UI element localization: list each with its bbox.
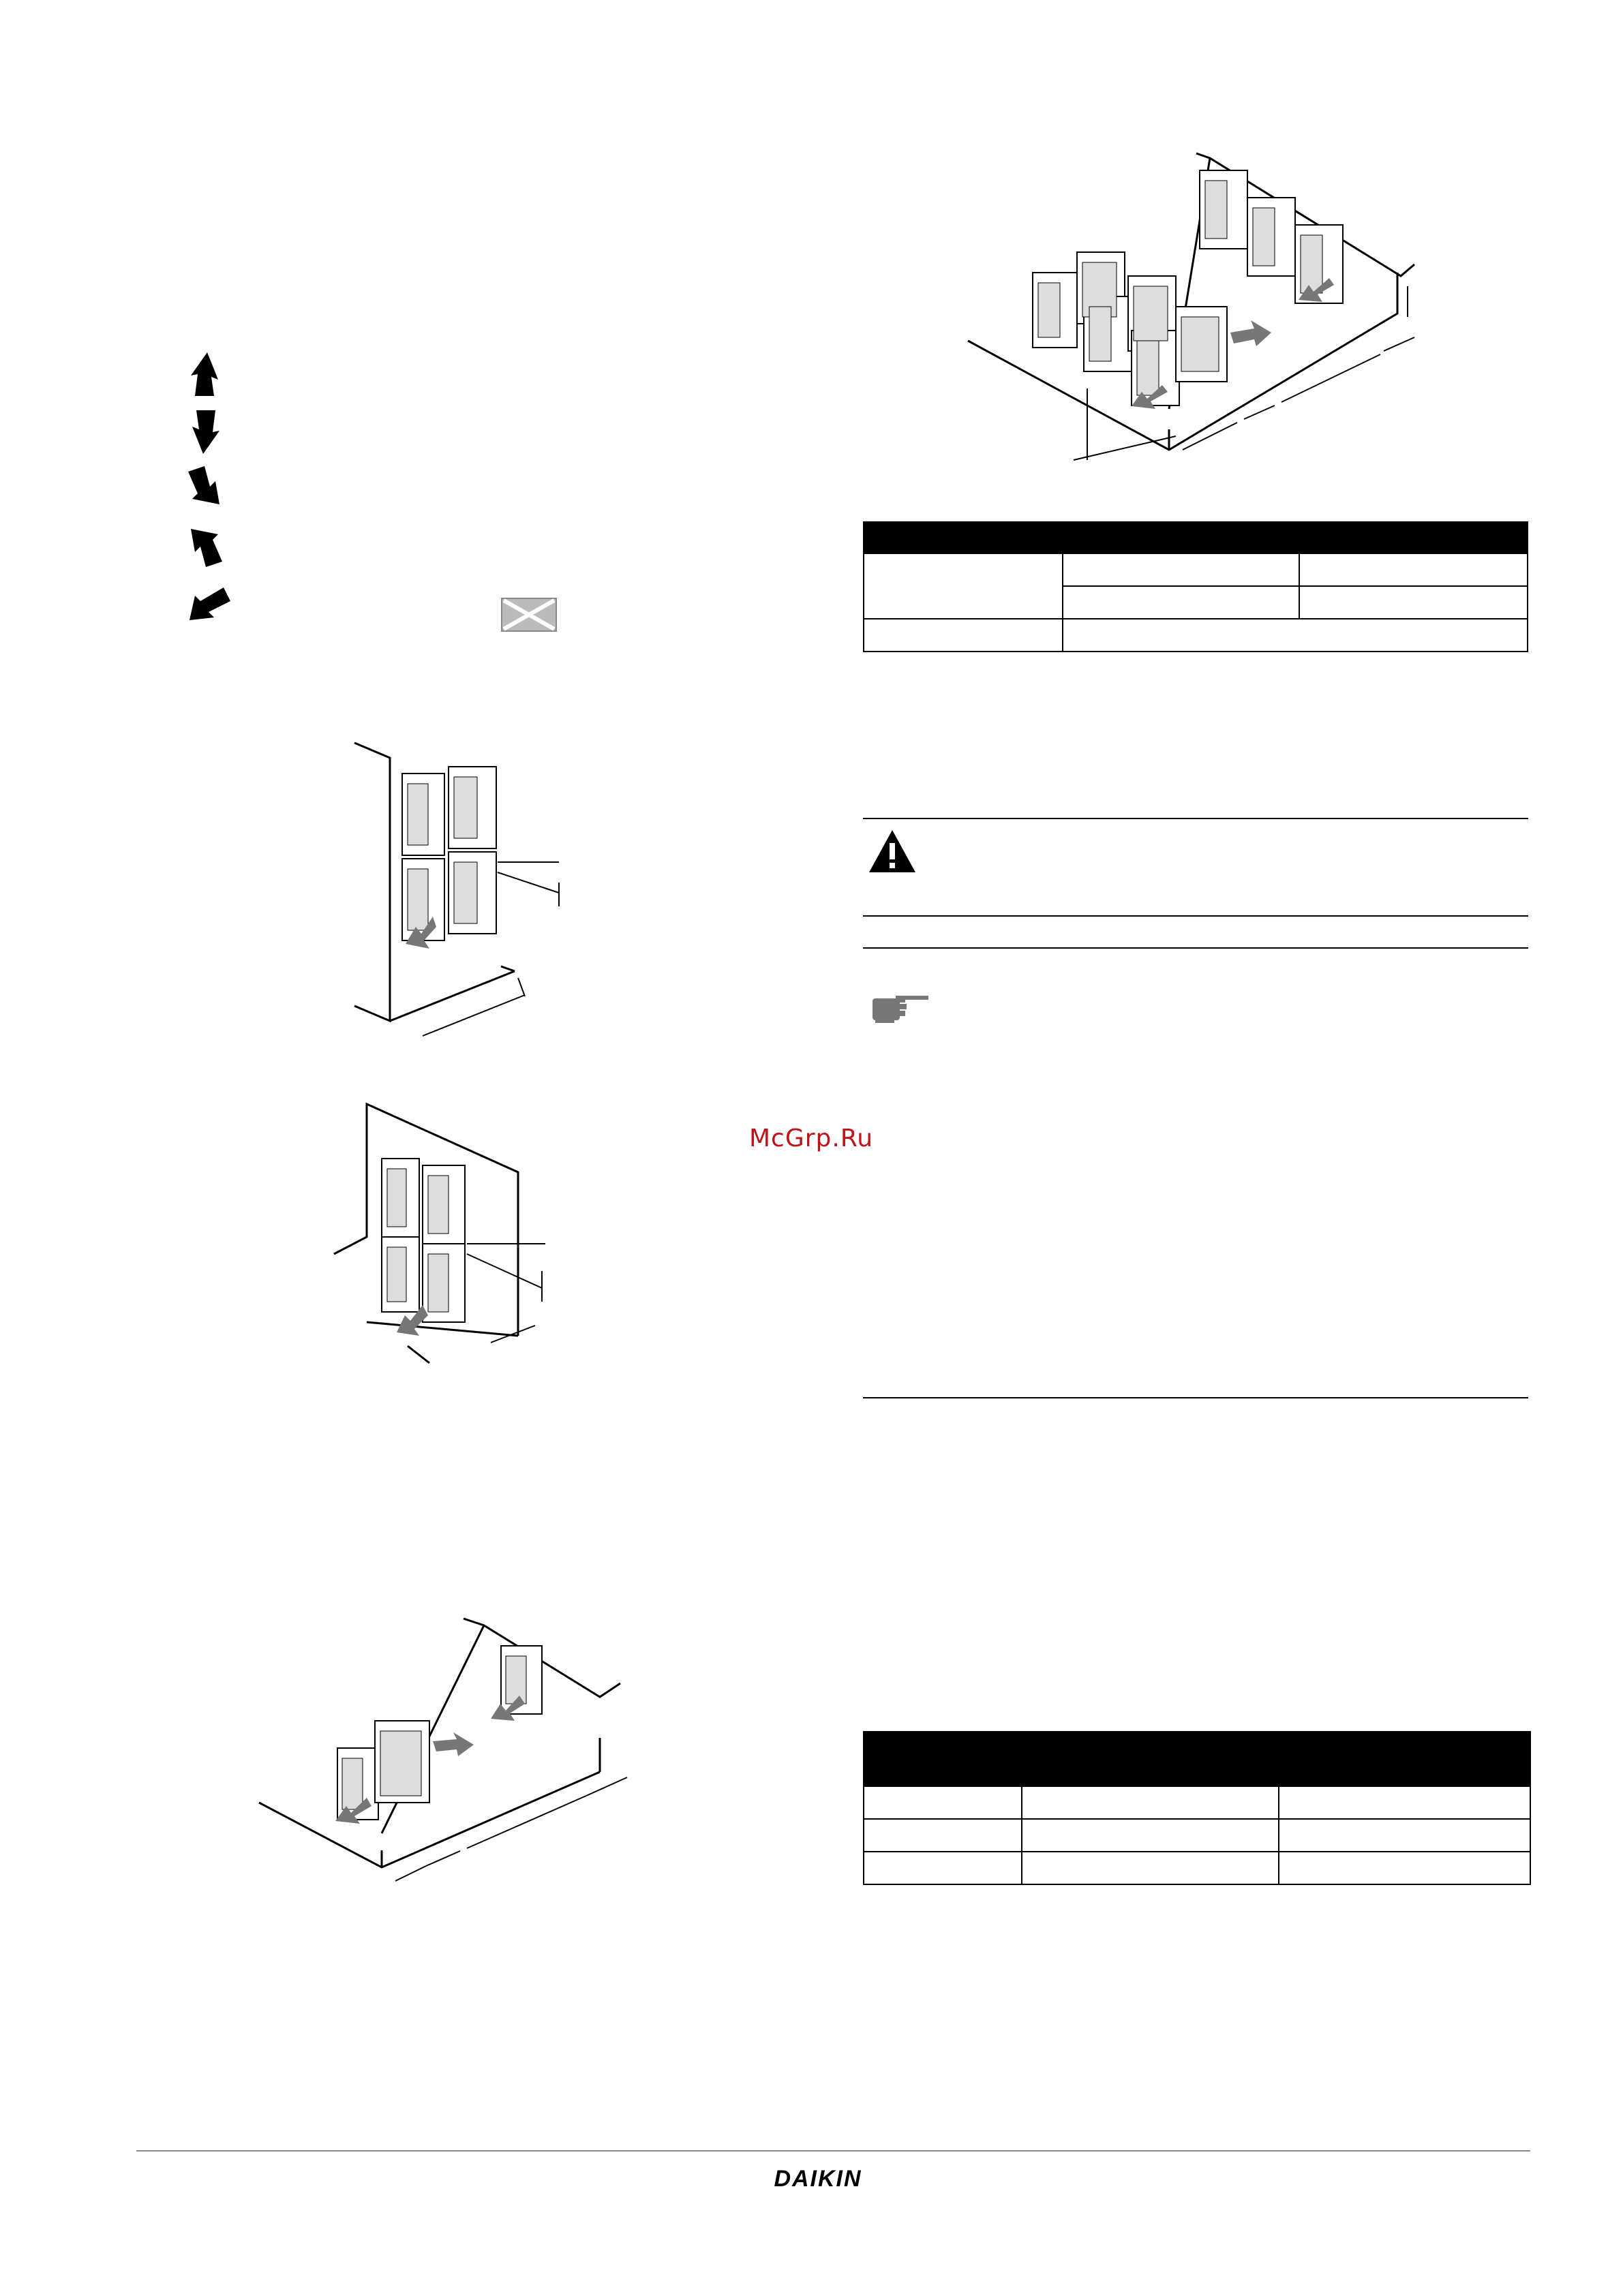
table-cell — [864, 619, 1063, 652]
arrow-up-left-icon — [185, 525, 226, 572]
figure-row-layout-left — [259, 1615, 641, 1888]
table-header-row — [864, 1732, 1530, 1786]
table-row — [864, 1786, 1530, 1819]
table-row — [864, 1852, 1530, 1884]
warning-box-top-rule — [863, 818, 1528, 819]
table-cell — [1022, 1819, 1279, 1852]
note-box-bottom-rule — [863, 1397, 1528, 1398]
table-cell — [1022, 1786, 1279, 1819]
warning-box-bottom-rule — [863, 915, 1528, 917]
table-row — [864, 1819, 1530, 1852]
table-row — [864, 553, 1528, 586]
arrow-left-down-icon — [185, 585, 233, 626]
table-row — [864, 619, 1528, 652]
figure-multiple-rows-layout — [965, 150, 1428, 470]
table-header-row — [864, 522, 1528, 553]
warning-triangle-icon — [867, 828, 917, 874]
table-header-cell — [864, 522, 1528, 553]
table-cell — [1022, 1852, 1279, 1884]
figure-stacked-units-wall — [341, 736, 586, 1043]
table-cell — [1279, 1852, 1530, 1884]
table-cell — [864, 1819, 1022, 1852]
table-cell — [1299, 553, 1528, 586]
crossed-box-icon — [501, 598, 557, 632]
arrow-up-icon — [185, 351, 226, 399]
table-cell — [1063, 586, 1299, 619]
clearance-table-2 — [863, 1731, 1531, 1885]
table-cell — [1279, 1786, 1530, 1819]
table-cell — [1063, 553, 1299, 586]
table-cell — [1063, 619, 1528, 652]
arrow-down-icon — [185, 408, 226, 455]
arrow-down-right-icon — [185, 463, 226, 511]
footer-rule — [136, 2150, 1530, 2152]
table-header-cell — [864, 1732, 1530, 1786]
table-cell — [864, 1786, 1022, 1819]
table-cell — [1279, 1819, 1530, 1852]
note-box-top-rule — [863, 947, 1528, 949]
figure-stacked-units-corner — [334, 1097, 566, 1370]
brand-logo: DAIKIN — [774, 2166, 862, 2192]
watermark: McGrp.Ru — [748, 1124, 874, 1152]
clearance-table-1 — [863, 521, 1528, 652]
pointing-hand-icon — [871, 992, 932, 1024]
table-cell — [864, 553, 1063, 619]
table-cell — [1299, 586, 1528, 619]
table-cell — [864, 1852, 1022, 1884]
